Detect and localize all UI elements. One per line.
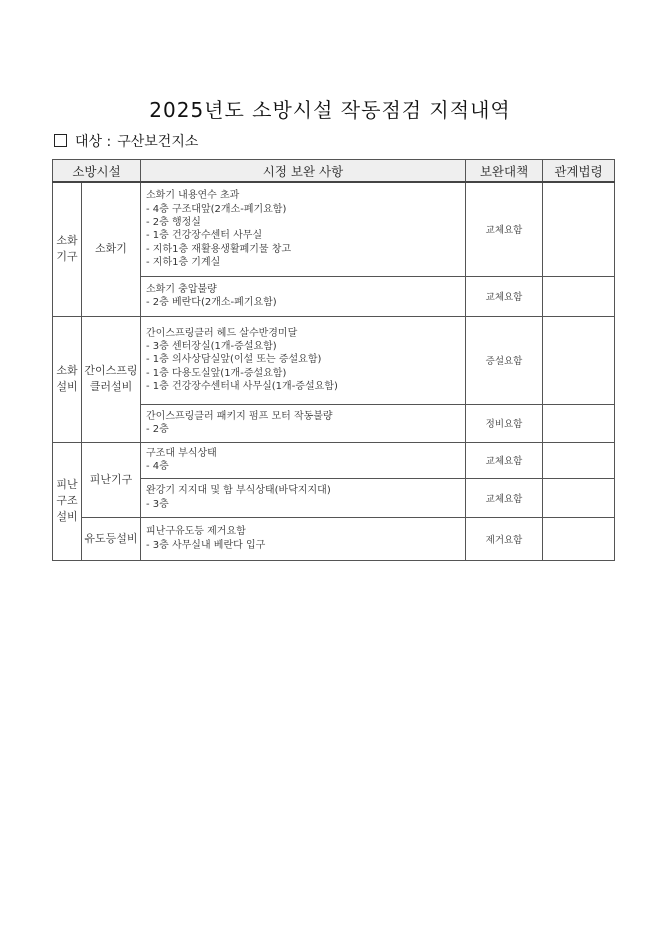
table-row	[53, 517, 615, 560]
items-cell: 완강기 지지대 및 함 부식상태(바닥지지대) - 3층	[141, 478, 466, 517]
checkbox-square-icon	[54, 134, 67, 147]
law-cell	[543, 182, 615, 276]
header-measure: 보완대책	[466, 160, 543, 183]
table-row	[53, 182, 615, 276]
measure-cell: 제거요함	[466, 517, 543, 560]
header-items: 시정 보완 사항	[141, 160, 466, 183]
law-cell	[543, 276, 615, 316]
items-cell: 간이스프링클러 패키지 펌프 모터 작동불량 - 2층	[141, 404, 466, 442]
subcategory-cell: 유도등설비	[82, 517, 141, 560]
target-value: 구산보건지소	[117, 134, 199, 150]
category-cell: 소화 기구	[53, 182, 82, 316]
header-law: 관계법령	[543, 160, 615, 183]
law-cell	[543, 442, 615, 478]
law-cell	[543, 404, 615, 442]
items-cell: 피난구유도등 제거요함 - 3층 사무실내 베란다 입구	[141, 517, 466, 560]
subcategory-cell: 피난기구	[82, 442, 141, 517]
subcategory-cell: 간이스프링 클러설비	[82, 316, 141, 442]
category-cell: 소화 설비	[53, 316, 82, 442]
law-cell	[543, 316, 615, 404]
items-cell: 소화기 충압불량 - 2층 베란다(2개소-폐기요함)	[141, 276, 466, 316]
items-cell: 간이스프링클러 헤드 살수반경미달 - 3층 센터장실(1개-증설요함) - 1층 의사상담실앞(이설 또는 증설요함) - 1층 다용도실앞(1개-증설요함) - 1층 건강장수센터내 사무실(1개-증설요함)	[141, 316, 466, 404]
subcategory-cell: 소화기	[82, 182, 141, 316]
measure-cell: 교체요함	[466, 478, 543, 517]
table-row	[53, 316, 615, 404]
law-cell	[543, 517, 615, 560]
table-row	[53, 442, 615, 478]
measure-cell: 교체요함	[466, 182, 543, 276]
measure-cell: 정비요함	[466, 404, 543, 442]
law-cell	[543, 478, 615, 517]
category-cell: 피난 구조 설비	[53, 442, 82, 560]
inspection-table	[52, 159, 615, 561]
items-cell: 소화기 내용연수 초과 - 4층 구조대앞(2개소-폐기요함) - 2층 행정실 - 1층 건강장수센터 사무실 - 지하1층 재활용생활폐기물 창고 - 지하1층 기계실	[141, 182, 466, 276]
items-cell: 구조대 부식상태 - 4층	[141, 442, 466, 478]
measure-cell: 교체요함	[466, 442, 543, 478]
target-label: 대상 :	[75, 134, 112, 150]
header-facility: 소방시설	[53, 160, 141, 183]
page-title: 2025년도 소방시설 작동점검 지적내역	[149, 98, 511, 122]
table-header-row	[53, 160, 615, 183]
measure-cell: 교체요함	[466, 276, 543, 316]
measure-cell: 증설요함	[466, 316, 543, 404]
target-line	[54, 131, 198, 151]
